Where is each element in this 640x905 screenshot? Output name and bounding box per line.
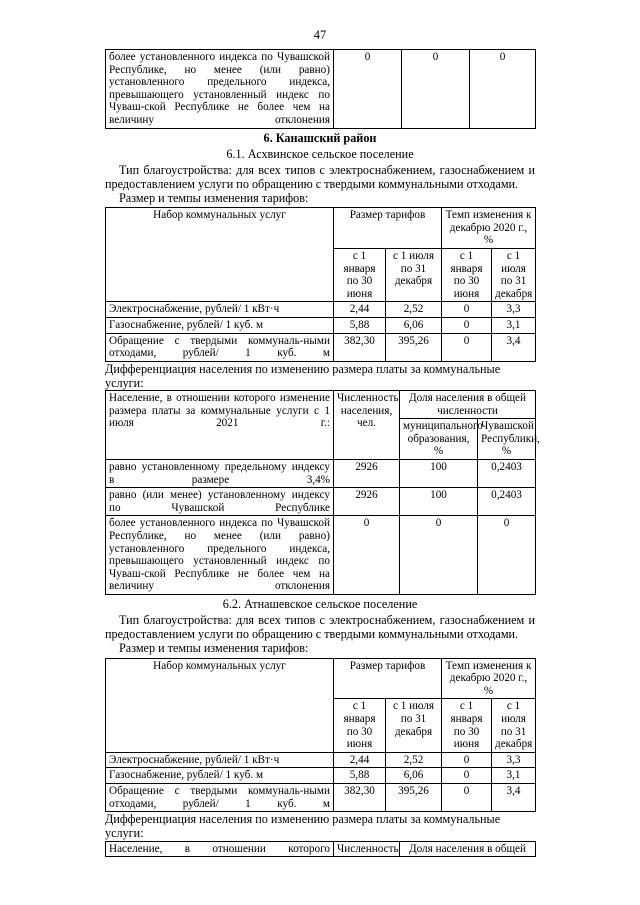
diff-col-population-2: Население, в отношении которого: [106, 841, 334, 857]
tariff-value-1-3-3: 0: [442, 333, 492, 361]
table-row: [106, 768, 536, 784]
tariff-value-2-2-1: 5,88: [334, 768, 386, 784]
table-row: [106, 302, 536, 318]
table-row: [106, 333, 536, 361]
improvement-type-text-1: Тип благоустройства: для всех типов с электроснабжением, газоснабжением и предоставлением услуги по обращению с твердыми коммунальными отходами.: [105, 162, 535, 191]
table-header-row: [106, 208, 536, 249]
tariff-subcol-2-2: с 1 июля по 31 декабря: [386, 699, 442, 752]
differentiation-table-2: [105, 841, 536, 858]
diff-count-1-1: 2926: [334, 460, 400, 488]
diff-col-population-1: Население, в отношении которого изменение размера платы за коммунальные услуги с 1 июля 2021 г.:: [106, 391, 334, 460]
diff-sub-republic-1: Чувашской Республики, %: [478, 419, 536, 460]
continued-value-1: 0: [334, 50, 402, 129]
tariff-service-2-2: Газоснабжение, рублей/ 1 куб. м: [106, 768, 334, 784]
diff-caption-1: Дифференциация населения по изменению размера платы за коммунальные услуги:: [105, 361, 501, 390]
table-row: [106, 783, 536, 811]
tariff-value-2-1-1: 2,44: [334, 752, 386, 768]
tariff-subcol-1-4: с 1 июля по 31 декабря: [492, 248, 536, 301]
tariff-service-1-2: Газоснабжение, рублей/ 1 куб. м: [106, 317, 334, 333]
tariff-value-1-2-2: 6,06: [386, 317, 442, 333]
page-number: 47: [313, 28, 327, 42]
diff-municipal-1-3: 0: [400, 516, 478, 595]
improvement-type-text-2: Тип благоустройства: для всех типов с электроснабжением, газоснабжением и предоставлением услуги по обращению с твердыми коммунальными отходами.: [105, 613, 535, 642]
tariff-value-2-3-1: 382,30: [334, 783, 386, 811]
table-row: [106, 488, 536, 516]
tariff-value-2-1-3: 0: [442, 752, 492, 768]
tariff-subcol-2-3: с 1 января по 30 июня: [442, 699, 492, 752]
subsection-heading-2: 6.2. Атнашевское сельское поселение: [222, 597, 418, 612]
tariff-service-1-3: Обращение с твердыми коммуналь-ными отходами, рублей/ 1 куб. м: [106, 333, 334, 361]
tariff-value-2-3-3: 0: [442, 783, 492, 811]
diff-municipal-1-2: 100: [400, 488, 478, 516]
tariff-col-services-1: Набор коммунальных услуг: [106, 208, 334, 302]
tariff-caption-2: Размер и темпы изменения тарифов:: [119, 641, 309, 656]
tariff-value-1-1-2: 2,52: [386, 302, 442, 318]
tariff-col-services-2: Набор коммунальных услуг: [106, 658, 334, 752]
tariff-value-2-1-2: 2,52: [386, 752, 442, 768]
section-heading: 6. Канашский район: [263, 130, 377, 145]
continued-row-label: более установленного индекса по Чувашской Республике, но менее (или равно) установленного предельного индекса, превышающего установленный индекс по Чуваш-ской Республике не более чем на величину отклонения: [106, 50, 334, 129]
diff-republic-1-3: 0: [478, 516, 536, 595]
diff-count-1-2: 2926: [334, 488, 400, 516]
tariff-value-1-2-4: 3,1: [492, 317, 536, 333]
tariff-caption-1: Размер и темпы изменения тарифов:: [119, 190, 309, 205]
tariff-value-2-2-4: 3,1: [492, 768, 536, 784]
tariff-group-tariff-1: Размер тарифов: [334, 208, 442, 249]
tariff-service-1-1: Электроснабжение, рублей/ 1 кВт·ч: [106, 302, 334, 318]
tariff-service-2-1: Электроснабжение, рублей/ 1 кВт·ч: [106, 752, 334, 768]
tariff-table-1: [105, 207, 536, 362]
diff-col-count-2: Численность: [334, 841, 400, 857]
tariff-service-2-3: Обращение с твердыми коммуналь-ными отходами, рублей/ 1 куб. м: [106, 783, 334, 811]
tariff-value-1-1-3: 0: [442, 302, 492, 318]
tariff-subcol-2-1: с 1 января по 30 июня: [334, 699, 386, 752]
diff-group-share-2: Доля населения в общей: [400, 841, 536, 857]
tariff-value-2-1-4: 3,3: [492, 752, 536, 768]
diff-label-1-3: более установленного индекса по Чувашской Республике, но менее (или равно) установленного предельного индекса, превышающего установленный индекс по Чуваш-ской Республике не более чем на величину отклонения: [106, 516, 334, 595]
diff-municipal-1-1: 100: [400, 460, 478, 488]
tariff-table-2: [105, 658, 536, 813]
diff-caption-2: Дифференциация населения по изменению размера платы за коммунальные услуги:: [105, 812, 501, 841]
tariff-value-1-3-1: 382,30: [334, 333, 386, 361]
tariff-value-2-2-2: 6,06: [386, 768, 442, 784]
tariff-group-rate-1: Темп изменения к декабрю 2020 г., %: [442, 208, 536, 249]
continued-table: [105, 49, 536, 129]
differentiation-table-1: [105, 390, 540, 595]
diff-count-1-3: 0: [334, 516, 400, 595]
diff-republic-1-1: 0,2403: [478, 460, 536, 488]
page-content: [105, 28, 540, 857]
diff-label-1-1: равно установленному предельному индексу в размере 3,4%: [106, 460, 334, 488]
table-row: [106, 516, 536, 595]
diff-republic-1-2: 0,2403: [478, 488, 536, 516]
tariff-value-2-3-4: 3,4: [492, 783, 536, 811]
tariff-value-1-3-2: 395,26: [386, 333, 442, 361]
table-row: [106, 752, 536, 768]
tariff-subcol-2-4: с 1 июля по 31 декабря: [492, 699, 536, 752]
table-row: [106, 317, 536, 333]
table-header-row: [106, 841, 536, 857]
tariff-value-1-1-4: 3,3: [492, 302, 536, 318]
tariff-value-1-2-1: 5,88: [334, 317, 386, 333]
tariff-value-1-3-4: 3,4: [492, 333, 536, 361]
diff-label-1-2: равно (или менее) установленному индексу по Чувашской Республике: [106, 488, 334, 516]
tariff-subcol-1-3: с 1 января по 30 июня: [442, 248, 492, 301]
table-row: [106, 50, 536, 129]
tariff-subcol-1-1: с 1 января по 30 июня: [334, 248, 386, 301]
diff-col-count-1: Численность населения, чел.: [334, 391, 400, 460]
table-row: [106, 460, 536, 488]
tariff-value-2-2-3: 0: [442, 768, 492, 784]
tariff-group-tariff-2: Размер тарифов: [334, 658, 442, 699]
diff-group-share-1: Доля населения в общей численности: [400, 391, 536, 419]
tariff-subcol-1-2: с 1 июля по 31 декабря: [386, 248, 442, 301]
diff-sub-municipal-1: муниципального образования, %: [400, 419, 478, 460]
tariff-group-rate-2: Темп изменения к декабрю 2020 г., %: [442, 658, 536, 699]
subsection-heading-1: 6.1. Асхвинское сельское поселение: [226, 146, 414, 161]
tariff-value-1-2-3: 0: [442, 317, 492, 333]
tariff-value-1-1-1: 2,44: [334, 302, 386, 318]
continued-value-2: 0: [402, 50, 470, 129]
continued-value-3: 0: [470, 50, 536, 129]
table-header-row: [106, 658, 536, 699]
tariff-value-2-3-2: 395,26: [386, 783, 442, 811]
table-header-row: [106, 391, 536, 419]
